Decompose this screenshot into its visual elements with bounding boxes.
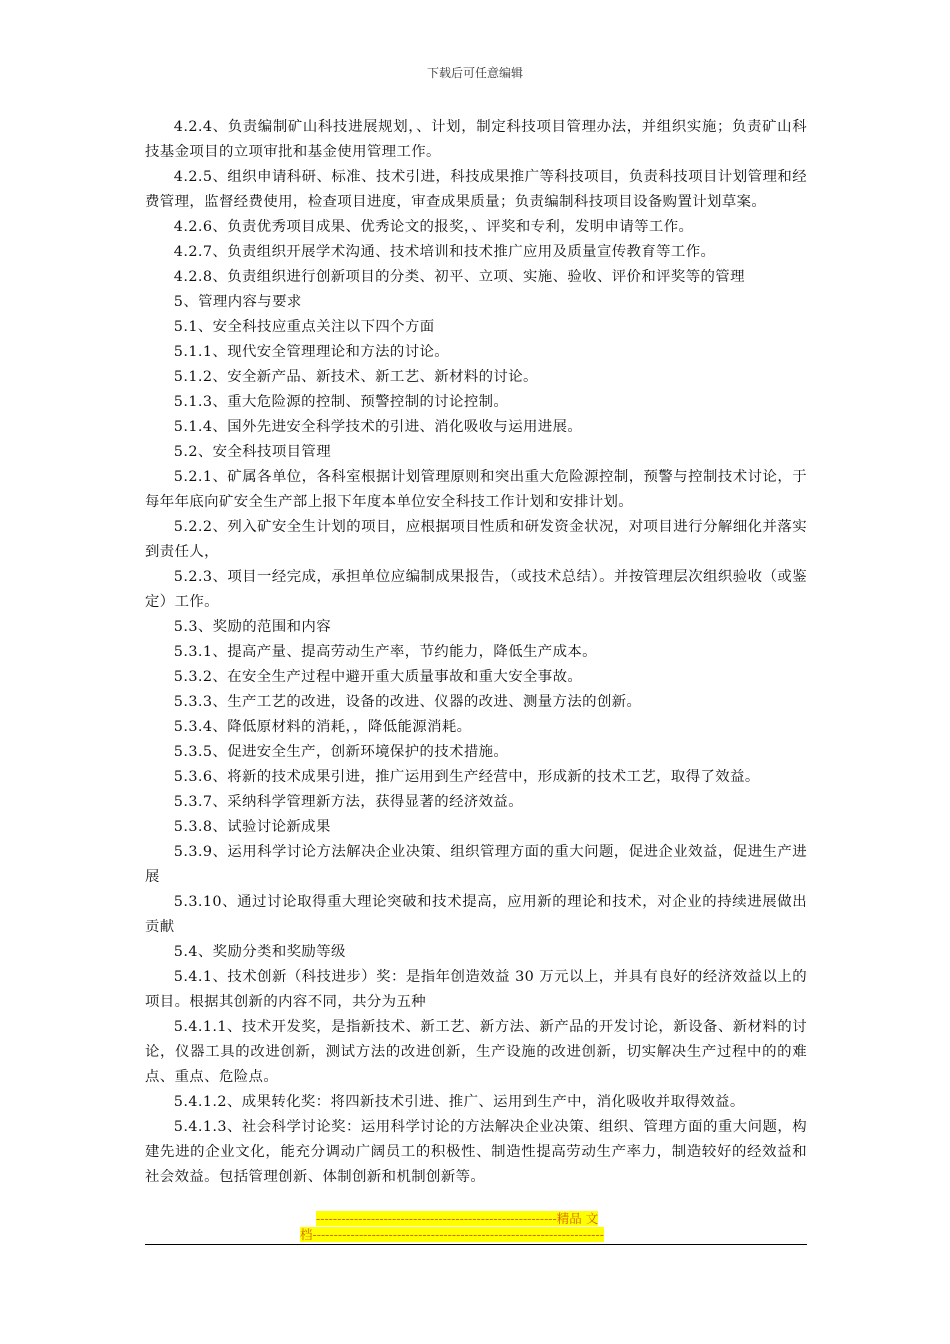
footer-watermark: [300, 1211, 650, 1243]
paragraph: 4.2.4、负责编制矿山科技进展规划，、计划，制定科技项目管理办法，并组织实施；负责矿山科技基金项目的立项审批和基金使用管理工作。: [145, 119, 807, 160]
paragraph: 4.2.8、负责组织进行创新项目的分类、初平、立项、实施、验收、评价和评奖等的管理: [173, 269, 745, 285]
paragraph: 5.3.1、提高产量、提高劳动生产率，节约能力，降低生产成本。: [173, 644, 597, 660]
page-header: 下载后可任意编辑: [426, 66, 523, 80]
footer-divider: [145, 1244, 807, 1245]
paragraph: 5、管理内容与要求: [173, 294, 302, 310]
paragraph: 5.3.5、促进安全生产，创新环境保护的技术措施。: [173, 744, 509, 760]
paragraph: 5.3.7、采纳科学管理新方法，获得显著的经济效益。: [173, 794, 524, 810]
paragraph: 5.1、安全科技应重点关注以下四个方面: [173, 319, 435, 335]
paragraph: 5.4.1.3、社会科学讨论奖：运用科学讨论的方法解决企业决策、组织、管理方面的重大问题，构建先进的企业文化，能充分调动广阔员工的积极性、制造性提高劳动生产率力，制造较好的经效益和社会效益。包括管理创新、体制创新和机制创新等。: [145, 1119, 807, 1185]
paragraph: 4.2.5、组织申请科研、标准、技术引进，科技成果推广等科技项目，负责科技项目计划管理和经费管理，监督经费使用，检查项目进度，审查成果质量；负责编制科技项目设备购置计划草案。: [145, 169, 807, 210]
paragraph: 4.2.6、负责优秀项目成果、优秀论文的报奖，、评奖和专利，发明申请等工作。: [173, 219, 694, 235]
paragraph: 5.2.2、列入矿安全生计划的项目，应根据项目性质和研发资金状况，对项目进行分解细化并落实到责任人，: [145, 519, 807, 560]
paragraph: 5.3.4、降低原材料的消耗，，降低能源消耗。: [173, 719, 472, 735]
footer-line-2: 档---------------------------------------------------------------------: [300, 1227, 604, 1242]
paragraph: 5.3.8、试验讨论新成果: [173, 819, 331, 835]
paragraph: 5.4.1.1、技术开发奖，是指新技术、新工艺、新方法、新产品的开发讨论，新设备、新材料的讨论，仪器工具的改进创新，测试方法的改进创新，生产设施的改进创新，切实解决生产过程中的的难点、重点、危险点。: [145, 1019, 807, 1085]
document-body: [145, 115, 807, 1190]
paragraph: 5.2.3、项目一经完成，承担单位应编制成果报告，（或技术总结）。并按管理层次组织验收（或鉴定）工作。: [145, 569, 807, 610]
paragraph: 5.3.10、通过讨论取得重大理论突破和技术提高，应用新的理论和技术，对企业的持续进展做出贡献: [145, 894, 807, 935]
paragraph: 4.2.7、负责组织开展学术沟通、技术培训和技术推广应用及质量宣传教育等工作。: [173, 244, 716, 260]
paragraph: 5.1.2、安全新产品、新技术、新工艺、新材料的讨论。: [173, 369, 538, 385]
paragraph: 5.4、奖励分类和奖励等级: [173, 944, 346, 960]
paragraph: 5.3.3、生产工艺的改进，设备的改进、仪器的改进、测量方法的创新。: [173, 694, 642, 710]
paragraph: 5.3.6、将新的技术成果引进，推广运用到生产经营中，形成新的技术工艺，取得了效益。: [173, 769, 760, 785]
paragraph: 5.3.9、运用科学讨论方法解决企业决策、组织管理方面的重大问题，促进企业效益，促进生产进展: [145, 844, 807, 885]
paragraph: 5.4.1、技术创新（科技进步）奖：是指年创造效益 30 万元以上，并具有良好的经济效益以上的项目。根据其创新的内容不同，共分为五种: [145, 969, 807, 1010]
footer-line-1: ---------------------------------------------------------精品 文: [316, 1211, 599, 1226]
paragraph: 5.2.1、矿属各单位，各科室根据计划管理原则和突出重大危险源控制，预警与控制技术讨论，于每年年底向矿安全生产部上报下年度本单位安全科技工作计划和安排计划。: [145, 469, 807, 510]
paragraph: 5.3.2、在安全生产过程中避开重大质量事故和重大安全事故。: [173, 669, 583, 685]
paragraph: 5.4.1.2、成果转化奖：将四新技术引进、推广、运用到生产中，消化吸收并取得效益。: [173, 1094, 745, 1110]
paragraph: 5.2、安全科技项目管理: [173, 444, 331, 460]
paragraph: 5.1.1、现代安全管理理论和方法的讨论。: [173, 344, 450, 360]
paragraph: 5.3、奖励的范围和内容: [173, 619, 331, 635]
paragraph: 5.1.4、国外先进安全科学技术的引进、消化吸收与运用进展。: [173, 419, 583, 435]
paragraph: 5.1.3、重大危险源的控制、预警控制的讨论控制。: [173, 394, 509, 410]
